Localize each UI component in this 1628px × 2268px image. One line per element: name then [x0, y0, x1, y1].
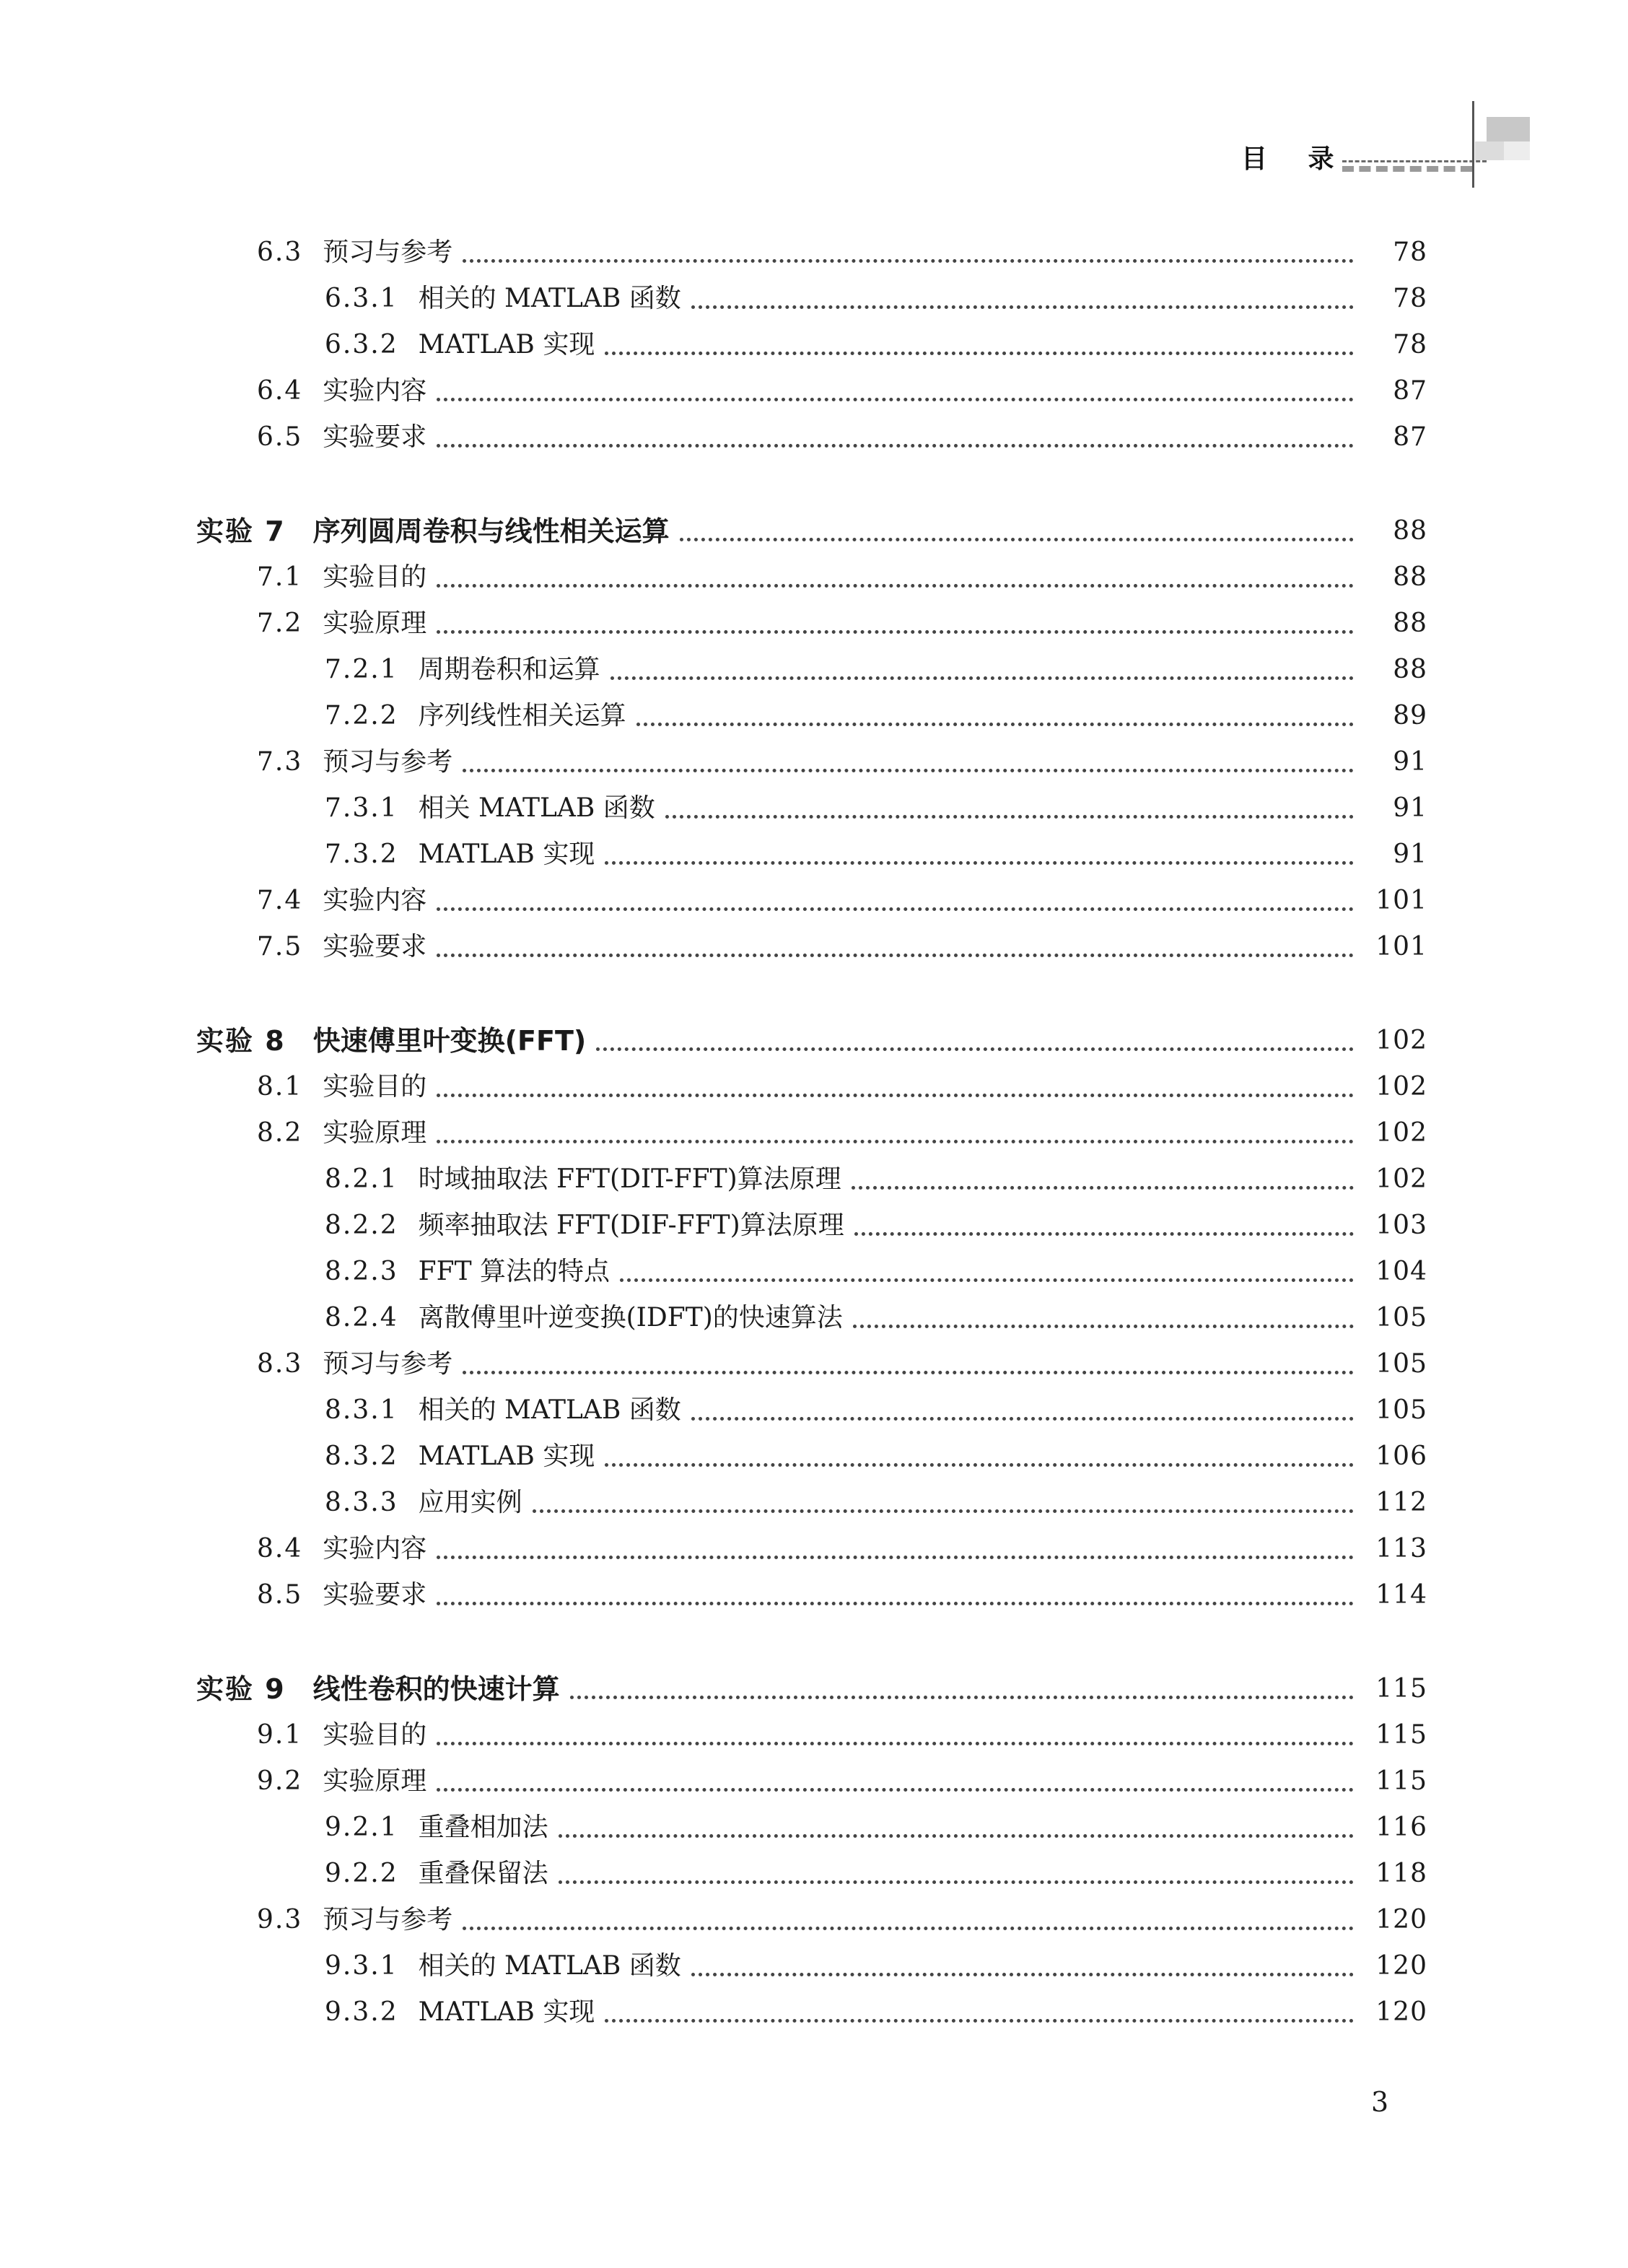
toc-entry-title: 时域抽取法 FFT(DIT-FFT)算法原理 [418, 1164, 841, 1194]
toc-entry-page: 88 [1393, 562, 1427, 592]
toc-dot-leader [431, 881, 1362, 921]
toc-entry[interactable] [325, 279, 1427, 319]
toc-entry[interactable] [325, 1483, 1427, 1523]
toc-entry-page: 91 [1393, 793, 1427, 823]
toc-entry[interactable] [325, 1992, 1427, 2033]
toc-entry-page: 78 [1393, 237, 1427, 267]
toc-entry-number: 7.1 [257, 562, 303, 592]
toc-entry-page: 115 [1375, 1674, 1427, 1704]
toc-entry-page: 101 [1375, 886, 1427, 915]
toc-entry-title: MATLAB 实现 [418, 1442, 595, 1471]
toc-entry-title: 重叠相加法 [418, 1813, 548, 1842]
toc-dot-leader [431, 417, 1362, 458]
toc-entry-page: 91 [1393, 839, 1427, 869]
toc-entry[interactable] [325, 1159, 1427, 1200]
toc-entry-number: 9.3.2 [325, 1997, 398, 2027]
toc-dot-leader [457, 232, 1362, 273]
toc-entry-page: 102 [1375, 1118, 1427, 1148]
toc-entry[interactable] [257, 1113, 1427, 1153]
toc-entry-title: 实验目的 [323, 1072, 427, 1102]
toc-entry-page: 88 [1393, 516, 1427, 546]
header-dash-bar [1342, 166, 1472, 172]
toc-dot-leader [631, 696, 1362, 736]
toc-entry[interactable] [257, 742, 1427, 782]
toc-entry-title: 实验内容 [323, 886, 427, 915]
toc-entry-page: 88 [1393, 655, 1427, 684]
toc-entry[interactable] [257, 417, 1427, 458]
toc-entry[interactable] [325, 1436, 1427, 1477]
toc-entry-number: 8.3.2 [325, 1442, 398, 1471]
toc-entry-title: MATLAB 实现 [418, 839, 595, 869]
toc-entry-number: 8.2.1 [325, 1164, 398, 1194]
toc-entry-title: 实验目的 [323, 1720, 427, 1750]
toc-entry-title: 实验内容 [323, 376, 427, 406]
toc-entry-title: 离散傅里叶逆变换(IDFT)的快速算法 [418, 1303, 843, 1333]
toc-entry-page: 115 [1375, 1720, 1427, 1750]
toc-entry[interactable] [257, 1067, 1427, 1107]
toc-dot-leader [599, 325, 1362, 365]
toc-entry-title: 预习与参考 [323, 1905, 453, 1935]
toc-dot-leader [431, 927, 1362, 967]
toc-dot-leader [599, 1436, 1362, 1477]
toc-entry-number: 9.2.2 [325, 1859, 398, 1888]
toc-entry-number: 6.3.2 [325, 330, 398, 359]
toc-entry-number: 9.2 [257, 1766, 303, 1796]
toc-entry-title: 序列线性相关运算 [418, 701, 626, 730]
toc-entry-number: 实验 7 [196, 515, 286, 547]
toc-dot-leader [431, 1113, 1362, 1153]
toc-entry-number: 9.3.1 [325, 1951, 398, 1981]
toc-entry-number: 8.1 [257, 1072, 303, 1102]
toc-dot-leader [457, 1900, 1362, 1940]
toc-dot-leader [847, 1298, 1362, 1338]
toc-entry[interactable] [257, 1715, 1427, 1755]
toc-entry[interactable] [257, 1761, 1427, 1802]
toc-dot-leader [431, 1529, 1362, 1569]
toc-entry-page: 101 [1375, 932, 1427, 961]
toc-entry-number: 6.5 [257, 422, 303, 452]
toc-entry[interactable] [325, 1298, 1427, 1338]
toc-entry-page: 102 [1375, 1072, 1427, 1102]
toc-chapter-entry[interactable] [196, 1021, 1427, 1061]
toc-dot-leader [564, 1669, 1362, 1709]
toc-entry-page: 78 [1393, 284, 1427, 313]
toc-entry[interactable] [257, 1900, 1427, 1940]
toc-entry-title: 实验原理 [323, 1766, 427, 1796]
toc-entry-number: 8.3 [257, 1349, 303, 1379]
toc-entry-number: 8.2.2 [325, 1211, 398, 1240]
toc-entry[interactable] [325, 834, 1427, 875]
toc-dot-leader [590, 1021, 1362, 1061]
header-decor-block [1475, 141, 1504, 160]
toc-entry-page: 78 [1393, 330, 1427, 359]
toc-entry-title: 实验要求 [323, 422, 427, 452]
toc-entry-number: 实验 8 [196, 1025, 286, 1057]
toc-entry-title: 预习与参考 [323, 1349, 453, 1379]
toc-dot-leader [614, 1252, 1362, 1292]
toc-entry-page: 102 [1375, 1164, 1427, 1194]
toc-entry-number: 7.3.2 [325, 839, 398, 869]
toc-entry-page: 112 [1375, 1488, 1427, 1517]
toc-dot-leader [605, 650, 1362, 690]
toc-entry-page: 104 [1375, 1257, 1427, 1286]
toc-entry[interactable] [325, 1390, 1427, 1431]
toc-entry[interactable] [325, 1807, 1427, 1848]
toc-entry-title: 实验内容 [323, 1534, 427, 1563]
toc-entry-number: 8.2.3 [325, 1257, 398, 1286]
toc-entry-title: 应用实例 [418, 1488, 522, 1517]
header-decor-block [1487, 117, 1530, 141]
toc-entry-title: FFT 算法的特点 [418, 1257, 610, 1286]
toc-dot-leader [674, 511, 1362, 551]
toc-entry[interactable] [325, 1205, 1427, 1246]
toc-entry-page: 115 [1375, 1766, 1427, 1796]
toc-dot-leader [457, 742, 1362, 782]
toc-entry[interactable] [325, 325, 1427, 365]
toc-entry-title: 预习与参考 [323, 747, 453, 777]
toc-entry[interactable] [325, 1946, 1427, 1986]
toc-entry-title: 频率抽取法 FFT(DIF-FFT)算法原理 [418, 1211, 844, 1240]
toc-dot-leader [431, 1715, 1362, 1755]
toc-entry-page: 116 [1375, 1813, 1427, 1842]
toc-dot-leader [431, 371, 1362, 411]
toc-entry-page: 120 [1375, 1997, 1427, 2027]
toc-entry-page: 91 [1393, 747, 1427, 777]
toc-entry-number: 8.4 [257, 1534, 303, 1563]
toc-dot-leader [686, 1946, 1362, 1986]
toc-entry[interactable] [257, 603, 1427, 644]
toc-entry-title: MATLAB 实现 [418, 330, 595, 359]
toc-entry[interactable] [325, 788, 1427, 829]
toc-entry-number: 6.3 [257, 237, 303, 267]
toc-entry-title: 序列圆周卷积与线性相关运算 [312, 515, 670, 547]
toc-entry-number: 6.4 [257, 376, 303, 406]
toc-entry-number: 9.2.1 [325, 1813, 398, 1842]
toc-entry-number: 9.1 [257, 1720, 303, 1750]
toc-entry[interactable] [257, 927, 1427, 967]
toc-dot-leader [431, 1761, 1362, 1802]
toc-dot-leader [457, 1344, 1362, 1384]
toc-entry[interactable] [257, 1529, 1427, 1569]
toc-entry-page: 120 [1375, 1905, 1427, 1935]
toc-dot-leader [431, 557, 1362, 598]
toc-entry-number: 7.3.1 [325, 793, 398, 823]
toc-dot-leader [553, 1854, 1362, 1894]
toc-entry-page: 120 [1375, 1951, 1427, 1981]
toc-entry-number: 8.5 [257, 1580, 303, 1610]
toc-entry-number: 7.2.2 [325, 701, 398, 730]
toc-entry-number: 9.3 [257, 1905, 303, 1935]
toc-dot-leader [686, 279, 1362, 319]
toc-entry[interactable] [257, 1575, 1427, 1615]
toc-entry-title: 相关的 MATLAB 函数 [418, 1395, 681, 1425]
toc-chapter-entry[interactable] [196, 511, 1427, 551]
toc-entry-title: 实验要求 [323, 932, 427, 961]
toc-entry[interactable] [325, 1854, 1427, 1894]
toc-entry-page: 105 [1375, 1349, 1427, 1379]
toc-entry[interactable] [257, 1344, 1427, 1384]
toc-entry[interactable] [257, 557, 1427, 598]
toc-entry-page: 105 [1375, 1395, 1427, 1425]
toc-dot-leader [553, 1807, 1362, 1848]
toc-entry-title: 实验目的 [323, 562, 427, 592]
running-header-title: 目 录 [1241, 144, 1350, 174]
toc-entry-page: 105 [1375, 1303, 1427, 1333]
toc-entry[interactable] [257, 881, 1427, 921]
toc-entry-page: 89 [1393, 701, 1427, 730]
toc-entry-title: 实验原理 [323, 1118, 427, 1148]
toc-entry[interactable] [257, 371, 1427, 411]
toc-dot-leader [686, 1390, 1362, 1431]
toc-dot-leader [660, 788, 1362, 829]
toc-entry[interactable] [325, 1252, 1427, 1292]
toc-entry-title: 线性卷积的快速计算 [312, 1673, 560, 1705]
toc-dot-leader [527, 1483, 1362, 1523]
toc-entry-title: 相关的 MATLAB 函数 [418, 284, 681, 313]
toc-entry-number: 6.3.1 [325, 284, 398, 313]
toc-entry-number: 8.3.3 [325, 1488, 398, 1517]
toc-entry-title: 预习与参考 [323, 237, 453, 267]
toc-entry-number: 8.2.4 [325, 1303, 398, 1333]
header-decor-block [1504, 141, 1530, 160]
header-vertical-rule [1472, 101, 1474, 188]
toc-dot-leader [431, 1575, 1362, 1615]
toc-entry-page: 114 [1375, 1580, 1427, 1610]
toc-entry-title: 重叠保留法 [418, 1859, 548, 1888]
toc-entry-page: 87 [1393, 376, 1427, 406]
toc-entry-number: 8.3.1 [325, 1395, 398, 1425]
toc-entry-page: 88 [1393, 609, 1427, 638]
page-number: 3 [1371, 2086, 1389, 2118]
toc-entry-title: MATLAB 实现 [418, 1997, 595, 2027]
toc-entry-page: 87 [1393, 422, 1427, 452]
toc-dot-leader [599, 1992, 1362, 2033]
header-dash-line [1342, 160, 1487, 162]
toc-entry[interactable] [257, 232, 1427, 273]
toc-dot-leader [431, 603, 1362, 644]
toc-dot-leader [599, 834, 1362, 875]
toc-dot-leader [846, 1159, 1362, 1200]
toc-entry-title: 相关 MATLAB 函数 [418, 793, 655, 823]
toc-entry-title: 快速傅里叶变换(FFT) [312, 1025, 587, 1057]
toc-entry-number: 7.3 [257, 747, 303, 777]
toc-entry-title: 实验要求 [323, 1580, 427, 1610]
toc-entry-page: 118 [1375, 1859, 1427, 1888]
toc-entry-number: 8.2 [257, 1118, 303, 1148]
toc-entry-title: 周期卷积和运算 [418, 655, 600, 684]
toc-entry[interactable] [325, 696, 1427, 736]
toc-entry-title: 相关的 MATLAB 函数 [418, 1951, 681, 1981]
toc-entry-page: 103 [1375, 1211, 1427, 1240]
toc-dot-leader [431, 1067, 1362, 1107]
toc-entry-number: 实验 9 [196, 1673, 286, 1705]
toc-entry-number: 7.2 [257, 609, 303, 638]
toc-entry-page: 113 [1375, 1534, 1427, 1563]
toc-chapter-entry[interactable] [196, 1669, 1427, 1709]
toc-dot-leader [849, 1205, 1362, 1246]
toc-entry-page: 102 [1375, 1026, 1427, 1055]
toc-entry-number: 7.4 [257, 886, 303, 915]
toc-entry-title: 实验原理 [323, 609, 427, 638]
toc-entry-number: 7.5 [257, 932, 303, 961]
toc-entry-page: 106 [1375, 1442, 1427, 1471]
toc-entry-number: 7.2.1 [325, 655, 398, 684]
toc-entry[interactable] [325, 650, 1427, 690]
